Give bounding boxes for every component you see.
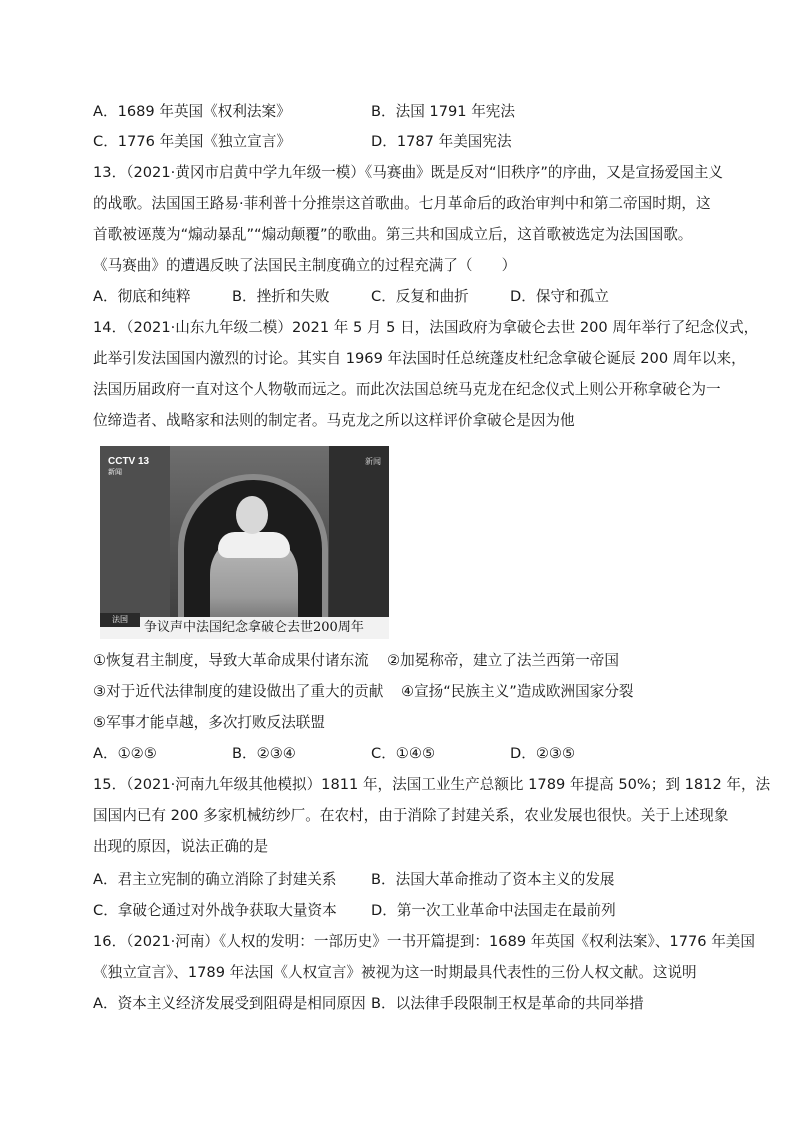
q14-stem-line-3: 法国历届政府一直对这个人物敬而远之。而此次法国总统马克龙在纪念仪式上则公开称拿破仑为一 <box>93 381 721 398</box>
q15-option-b: B．法国大革命推动了资本主义的发展 <box>371 871 615 888</box>
q13-stem-line-4: 《马赛曲》的遭遇反映了法国民主制度确立的过程充满了（ ） <box>93 257 517 274</box>
q15-stem-line-1: 15．（2021·河南九年级其他模拟）1811 年，法国工业生产总额比 1789 年提高 50%；到 1812 年，法 <box>93 776 771 793</box>
q16-option-b: B．以法律手段限制王权是革命的共同举措 <box>371 995 644 1012</box>
q16-stem-line-1: 16．（2021·河南）《人权的发明：一部历史》一书开篇提到：1689 年英国《权利法案》、1776 年美国 <box>93 933 755 950</box>
portrait-head <box>236 496 268 534</box>
corner-tag: 新闻 <box>365 457 381 466</box>
q14-statement-1: ①恢复君主制度，导致大革命成果付诸东流 <box>93 652 369 669</box>
q14-statement-4: ④宣扬“民族主义”造成欧洲国家分裂 <box>401 683 634 700</box>
q12-option-c: C．1776 年美国《独立宣言》 <box>93 133 291 150</box>
q13-option-b: B．挫折和失败 <box>232 288 330 305</box>
q15-option-c: C．拿破仑通过对外战争获取大量资本 <box>93 902 337 919</box>
photo-caption: 争议声中法国纪念拿破仑去世200周年 <box>144 620 364 635</box>
q16-option-a: A．资本主义经济发展受到阻碍是相同原因 <box>93 995 366 1012</box>
napoleon-news-photo <box>100 446 389 639</box>
cctv-logo-sub: 新闻 <box>108 469 122 476</box>
ermine-collar <box>218 532 290 558</box>
q13-stem-line-2: 的战歌。法国国王路易·菲利普十分推崇这首歌曲。七月革命后的政治审判中和第二帝国时期，这 <box>93 195 711 212</box>
q12-option-d: D．1787 年美国宪法 <box>371 133 512 150</box>
q15-stem-line-2: 国国内已有 200 多家机械纺纱厂。在农村，由于消除了封建关系，农业发展也很快。关于上述现象 <box>93 807 729 824</box>
q14-stem-line-2: 此举引发法国国内激烈的讨论。其实自 1969 年法国时任总统蓬皮杜纪念拿破仑诞辰 200 周年以来， <box>93 350 746 367</box>
q14-stem-line-4: 位缔造者、战略家和法则的制定者。马克龙之所以这样评价拿破仑是因为他 <box>93 412 575 429</box>
q13-stem-line-3: 首歌被诬蔑为“煽动暴乱”“煽动颠覆”的歌曲。第三共和国成立后，这首歌被选定为法国国歌。 <box>93 226 693 243</box>
q13-option-d: D．保守和孤立 <box>510 288 609 305</box>
photo-right-panel <box>329 446 389 639</box>
caption-badge: 法国 <box>100 613 140 627</box>
q13-option-a: A．彻底和纯粹 <box>93 288 191 305</box>
cctv-logo <box>108 456 149 478</box>
q12-option-b: B．法国 1791 年宪法 <box>371 103 515 120</box>
q12-option-a: A．1689 年英国《权利法案》 <box>93 103 291 120</box>
q15-stem-line-3: 出现的原因，说法正确的是 <box>93 838 269 855</box>
q16-stem-line-2: 《独立宣言》、1789 年法国《人权宣言》被视为这一时期最具代表性的三份人权文献。这说明 <box>93 964 697 981</box>
q14-statement-3: ③对于近代法律制度的建设做出了重大的贡献 <box>93 683 384 700</box>
q14-statement-5: ⑤军事才能卓越，多次打败反法联盟 <box>93 714 325 731</box>
q14-option-d: D．②③⑤ <box>510 745 576 762</box>
q15-option-d: D．第一次工业革命中法国走在最前列 <box>371 902 616 919</box>
q14-option-c: C．①④⑤ <box>371 745 436 762</box>
q13-option-c: C．反复和曲折 <box>371 288 469 305</box>
q14-stem-line-1: 14．（2021·山东九年级二模）2021 年 5 月 5 日，法国政府为拿破仑去世 200 周年举行了纪念仪式， <box>93 319 759 336</box>
q15-option-a: A．君主立宪制的确立消除了封建关系 <box>93 871 337 888</box>
q13-stem-line-1: 13．（2021·黄冈市启黄中学九年级一模）《马赛曲》既是反对“旧秩序”的序曲，又是宣扬爱国主义 <box>93 164 724 181</box>
cctv-logo-main: CCTV 13 <box>108 456 150 467</box>
q14-statement-2: ②加冕称帝，建立了法兰西第一帝国 <box>387 652 619 669</box>
q14-option-a: A．①②⑤ <box>93 745 157 762</box>
q14-option-b: B．②③④ <box>232 745 296 762</box>
